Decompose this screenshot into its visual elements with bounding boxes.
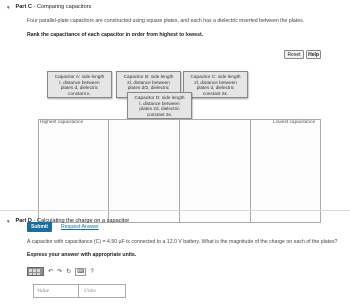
equation-toolbar [27, 266, 94, 277]
card-line: Capacitor B: side length [123, 74, 174, 79]
part-d-express: Express your answer with appropriate units. [27, 252, 137, 258]
templates-icon[interactable] [27, 267, 44, 276]
part-c-intro: Four parallel-plate capacitors are constructed using square plates, and each has a dielectric inserted between the plates. [27, 18, 305, 24]
part-d-header[interactable]: ▼ Part D - Calculating the charge on a capacitor [6, 218, 130, 224]
card-line: 2l, distance between [127, 79, 170, 85]
help-icon[interactable]: ? [90, 268, 94, 275]
card-line: constant 2κ. [202, 90, 229, 96]
capacitor-d-card[interactable] [127, 92, 192, 119]
value-input[interactable]: Value [34, 285, 79, 297]
ranking-drop-area[interactable] [38, 119, 321, 223]
submit-button[interactable]: Submit [27, 222, 52, 232]
card-line: Capacitor D: side length [134, 95, 185, 100]
undo-icon[interactable]: ↶ [48, 269, 54, 275]
divider [0, 210, 350, 211]
units-input[interactable]: Units [84, 288, 96, 294]
part-d-question: A capacitor with capacitance (C) = 4.50 μF is connected to a 12.0 V battery. What is the magnitude of the charge on each of the plates? [27, 239, 338, 245]
card-line: Capacitor C: side length [190, 74, 241, 79]
part-d-label: Part D [15, 218, 32, 224]
card-line: constant κ. [68, 90, 91, 96]
redo-icon[interactable]: ↷ [57, 269, 63, 275]
rank-slot-2[interactable] [109, 120, 180, 222]
answer-input-group [33, 284, 126, 298]
rank-slot-3[interactable] [180, 120, 251, 222]
help-button[interactable]: Help [306, 50, 321, 59]
highest-capacitance-label: Highest capacitance [40, 120, 84, 125]
card-line: plates d/2, dielectric [127, 85, 170, 91]
lowest-capacitance-label: Lowest capacitance [273, 120, 316, 125]
card-line: l, distance between [139, 100, 180, 106]
reset-icon[interactable]: ↻ [66, 269, 72, 275]
collapse-caret-icon[interactable]: ▼ [6, 4, 11, 10]
card-line: 2l, distance between [194, 79, 237, 85]
part-d-title: Calculating the charge on a capacitor [36, 218, 130, 224]
part-c-label: Part C [15, 4, 32, 10]
card-line: Capacitor A: side length [54, 74, 105, 79]
card-line: plates d, dielectric [60, 85, 99, 91]
keyboard-icon[interactable]: ⌨ [77, 268, 85, 275]
capacitor-c-card[interactable] [183, 71, 248, 98]
request-answer-link[interactable]: Request Answer [61, 224, 99, 230]
card-line: l, distance between [59, 79, 100, 85]
part-c-instruction: Rank the capacitance of each capacitor in order from highest to lowest. [27, 32, 204, 38]
card-line: constant 2κ. [146, 111, 173, 117]
rank-slot-1[interactable] [39, 120, 109, 222]
reset-button[interactable]: Reset [284, 50, 304, 59]
rank-slot-4[interactable] [251, 120, 322, 222]
part-c-header[interactable]: ▼ Part C - Comparing capacitors [6, 4, 92, 10]
collapse-caret-icon[interactable]: ▼ [6, 218, 11, 224]
card-line: plates d, dielectric [196, 85, 235, 91]
part-c-title: Comparing capacitors [36, 4, 92, 10]
card-line: plates 2d, dielectric [139, 106, 180, 112]
capacitor-a-card[interactable] [47, 71, 112, 98]
